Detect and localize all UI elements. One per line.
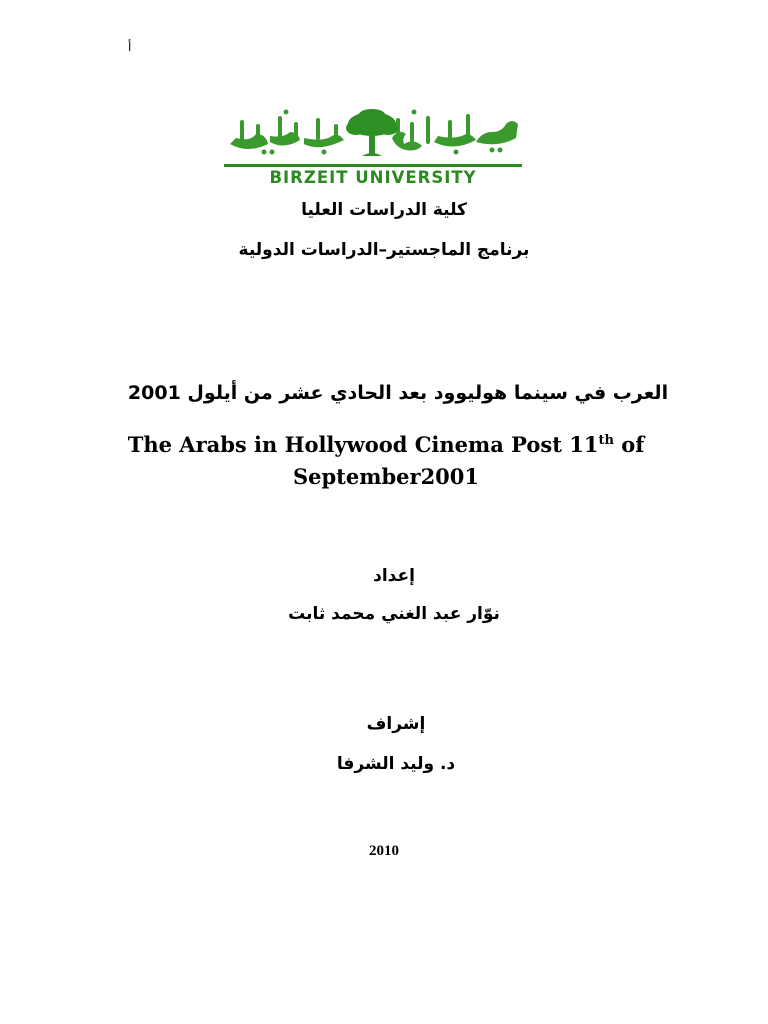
title-en-part1: The Arabs in Hollywood Cinema Post 11 xyxy=(127,432,599,457)
thesis-title-english xyxy=(2,432,768,457)
supervision-label: إشراف xyxy=(366,714,426,734)
title-en-part2: of xyxy=(613,432,645,457)
program-name: برنامج الماجستير–الدراسات الدولية xyxy=(238,240,530,260)
prepared-by-label: إعداد xyxy=(373,566,415,586)
university-logo xyxy=(220,108,526,192)
logo-wordmark: BIRZEIT UNIVERSITY xyxy=(269,168,477,187)
page-marker: أ xyxy=(128,40,132,54)
thesis-title-arabic: العرب في سينما هوليوود بعد الحادي عشر من أيلول 2001 xyxy=(127,382,669,404)
faculty-name: كلية الدراسات العليا xyxy=(301,200,467,220)
supervisor-name: د. وليد الشرفا xyxy=(336,754,456,774)
author-name: نوّار عبد الغني محمد ثابت xyxy=(288,604,500,624)
logo-emblem xyxy=(220,108,526,170)
thesis-title-english-line2: September2001 xyxy=(292,464,480,489)
year: 2010 xyxy=(369,843,399,859)
title-en-superscript: th xyxy=(598,433,614,448)
